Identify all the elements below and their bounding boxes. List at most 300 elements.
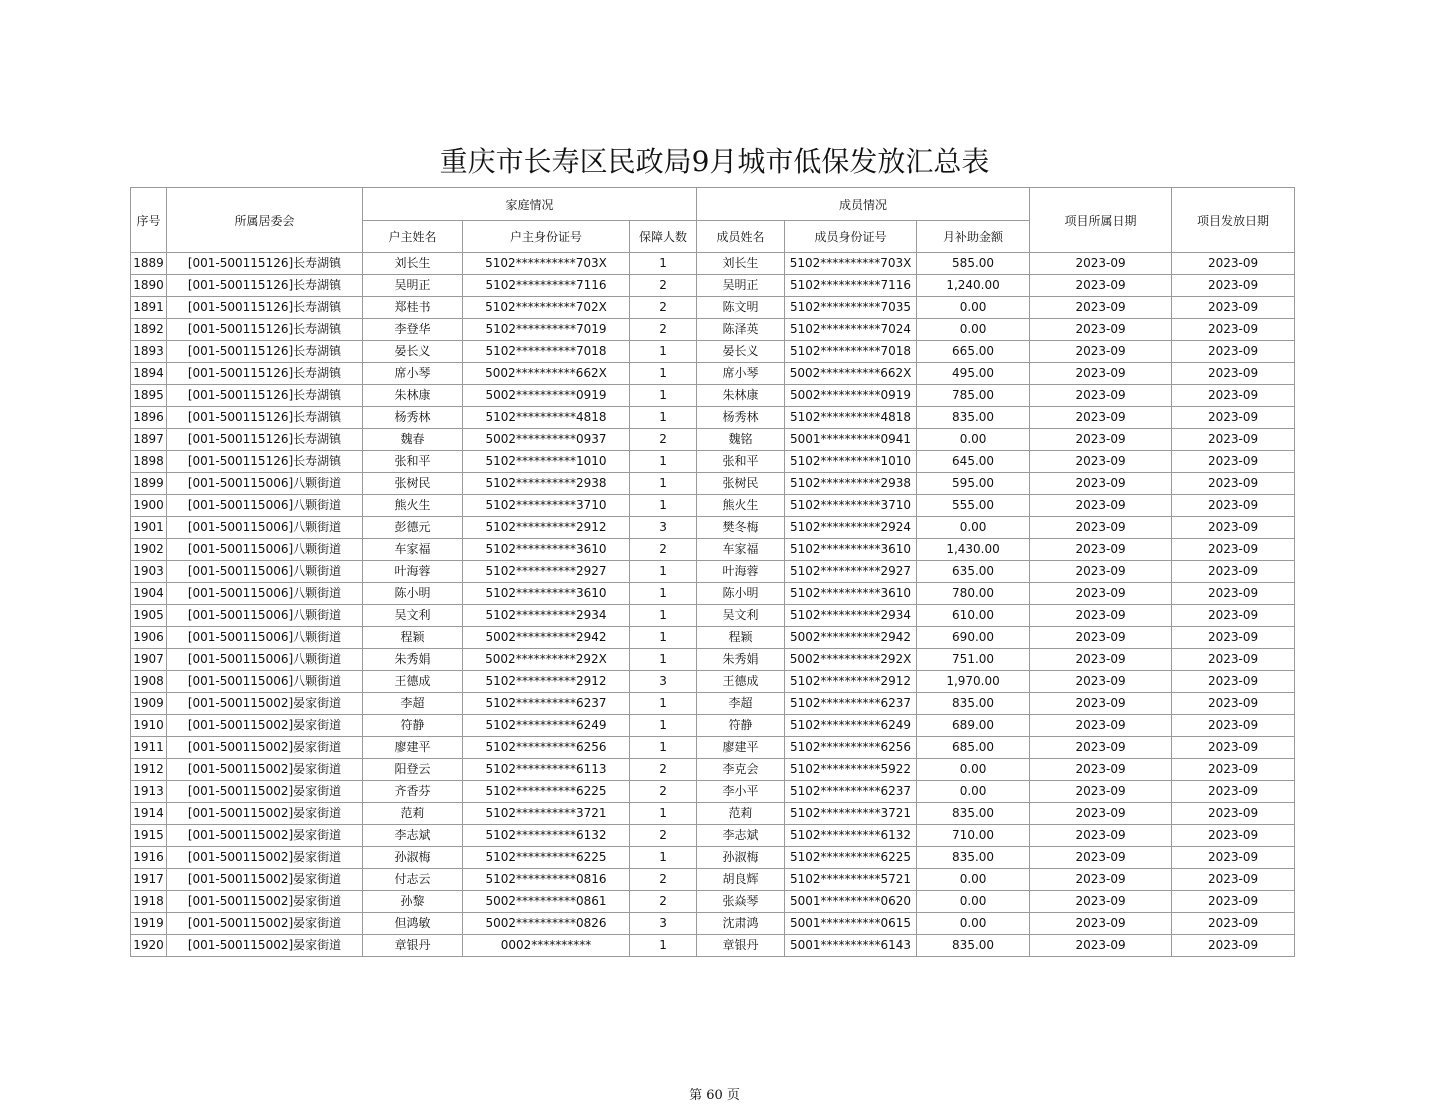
cell-project-date: 2023-09: [1030, 913, 1172, 935]
cell-amount: 0.00: [917, 429, 1030, 451]
table-row: [131, 935, 1295, 957]
cell-issue-date: 2023-09: [1172, 715, 1295, 737]
cell-committee: [001-500115006]八颗街道: [167, 583, 363, 605]
cell-committee: [001-500115006]八颗街道: [167, 539, 363, 561]
cell-seq: 1900: [131, 495, 167, 517]
cell-head-id: 5002**********0861: [463, 891, 630, 913]
cell-committee: [001-500115006]八颗街道: [167, 517, 363, 539]
cell-member-name: 范莉: [697, 803, 785, 825]
cell-head-name: 孙淑梅: [363, 847, 463, 869]
cell-head-name: 朱林康: [363, 385, 463, 407]
cell-member-id: 5102**********4818: [785, 407, 917, 429]
cell-member-name: 陈文明: [697, 297, 785, 319]
cell-project-date: 2023-09: [1030, 781, 1172, 803]
cell-member-name: 晏长义: [697, 341, 785, 363]
cell-amount: 0.00: [917, 297, 1030, 319]
cell-issue-date: 2023-09: [1172, 583, 1295, 605]
table-row: [131, 561, 1295, 583]
cell-project-date: 2023-09: [1030, 297, 1172, 319]
cell-project-date: 2023-09: [1030, 605, 1172, 627]
cell-head-id: 5002**********0937: [463, 429, 630, 451]
cell-member-id: 5102**********2934: [785, 605, 917, 627]
cell-issue-date: 2023-09: [1172, 341, 1295, 363]
cell-member-name: 杨秀林: [697, 407, 785, 429]
cell-head-id: 5102**********3721: [463, 803, 630, 825]
cell-seq: 1896: [131, 407, 167, 429]
cell-count: 1: [630, 935, 697, 957]
cell-head-name: 吴文利: [363, 605, 463, 627]
cell-amount: 0.00: [917, 319, 1030, 341]
table-row: [131, 737, 1295, 759]
cell-count: 1: [630, 715, 697, 737]
cell-member-name: 吴明正: [697, 275, 785, 297]
cell-head-name: 彭德元: [363, 517, 463, 539]
cell-count: 1: [630, 341, 697, 363]
cell-issue-date: 2023-09: [1172, 759, 1295, 781]
cell-amount: 689.00: [917, 715, 1030, 737]
cell-count: 2: [630, 319, 697, 341]
cell-amount: 0.00: [917, 759, 1030, 781]
cell-issue-date: 2023-09: [1172, 781, 1295, 803]
cell-member-name: 章银丹: [697, 935, 785, 957]
cell-member-id: 5102**********3610: [785, 583, 917, 605]
cell-project-date: 2023-09: [1030, 429, 1172, 451]
cell-issue-date: 2023-09: [1172, 913, 1295, 935]
cell-head-id: 5102**********7019: [463, 319, 630, 341]
cell-project-date: 2023-09: [1030, 737, 1172, 759]
table-row: [131, 605, 1295, 627]
cell-head-id: 5102**********6256: [463, 737, 630, 759]
cell-member-id: 5102**********6237: [785, 693, 917, 715]
cell-head-id: 5102**********6237: [463, 693, 630, 715]
cell-member-id: 5102**********5922: [785, 759, 917, 781]
table-row: [131, 759, 1295, 781]
header-family-group: 家庭情况: [363, 188, 697, 221]
cell-count: 2: [630, 297, 697, 319]
cell-project-date: 2023-09: [1030, 451, 1172, 473]
cell-head-id: 5002**********0826: [463, 913, 630, 935]
cell-member-name: 胡良辉: [697, 869, 785, 891]
cell-count: 1: [630, 737, 697, 759]
cell-member-id: 5002**********0919: [785, 385, 917, 407]
cell-project-date: 2023-09: [1030, 319, 1172, 341]
cell-member-name: 符静: [697, 715, 785, 737]
cell-head-name: 朱秀娟: [363, 649, 463, 671]
cell-head-id: 5102**********2927: [463, 561, 630, 583]
cell-member-id: 5102**********7024: [785, 319, 917, 341]
cell-committee: [001-500115006]八颗街道: [167, 605, 363, 627]
cell-member-name: 张和平: [697, 451, 785, 473]
cell-issue-date: 2023-09: [1172, 869, 1295, 891]
cell-issue-date: 2023-09: [1172, 935, 1295, 957]
cell-head-id: 5002**********0919: [463, 385, 630, 407]
cell-issue-date: 2023-09: [1172, 429, 1295, 451]
cell-seq: 1918: [131, 891, 167, 913]
cell-member-id: 5001**********0615: [785, 913, 917, 935]
cell-count: 3: [630, 913, 697, 935]
cell-member-id: 5102**********703X: [785, 253, 917, 275]
cell-seq: 1907: [131, 649, 167, 671]
table-row: [131, 803, 1295, 825]
cell-issue-date: 2023-09: [1172, 495, 1295, 517]
cell-count: 2: [630, 825, 697, 847]
cell-seq: 1897: [131, 429, 167, 451]
cell-amount: 0.00: [917, 517, 1030, 539]
table-row: [131, 671, 1295, 693]
cell-head-name: 席小琴: [363, 363, 463, 385]
cell-issue-date: 2023-09: [1172, 737, 1295, 759]
cell-member-name: 朱林康: [697, 385, 785, 407]
cell-seq: 1889: [131, 253, 167, 275]
cell-committee: [001-500115002]晏家街道: [167, 847, 363, 869]
cell-member-name: 张焱琴: [697, 891, 785, 913]
cell-member-id: 5102**********1010: [785, 451, 917, 473]
cell-head-id: 5102**********2912: [463, 671, 630, 693]
cell-member-id: 5001**********0620: [785, 891, 917, 913]
cell-seq: 1916: [131, 847, 167, 869]
cell-head-id: 5102**********3610: [463, 539, 630, 561]
cell-project-date: 2023-09: [1030, 275, 1172, 297]
cell-head-id: 5102**********6249: [463, 715, 630, 737]
cell-seq: 1910: [131, 715, 167, 737]
table-row: [131, 913, 1295, 935]
page-number: 第 60 页: [689, 1088, 740, 1103]
cell-count: 2: [630, 429, 697, 451]
cell-count: 1: [630, 385, 697, 407]
table-row: [131, 627, 1295, 649]
cell-project-date: 2023-09: [1030, 671, 1172, 693]
cell-amount: 835.00: [917, 803, 1030, 825]
table-row: [131, 253, 1295, 275]
cell-head-name: 魏春: [363, 429, 463, 451]
cell-head-id: 5002**********2942: [463, 627, 630, 649]
cell-head-id: 5102**********2938: [463, 473, 630, 495]
cell-member-id: 5102**********2912: [785, 671, 917, 693]
cell-amount: 835.00: [917, 693, 1030, 715]
cell-project-date: 2023-09: [1030, 891, 1172, 913]
cell-member-name: 孙淑梅: [697, 847, 785, 869]
cell-member-name: 樊冬梅: [697, 517, 785, 539]
cell-count: 2: [630, 891, 697, 913]
cell-member-id: 5002**********662X: [785, 363, 917, 385]
cell-member-name: 车家福: [697, 539, 785, 561]
table-row: [131, 693, 1295, 715]
header-issue-date: 项目发放日期: [1172, 188, 1295, 253]
cell-member-name: 李超: [697, 693, 785, 715]
cell-head-name: 廖建平: [363, 737, 463, 759]
cell-amount: 645.00: [917, 451, 1030, 473]
cell-committee: [001-500115002]晏家街道: [167, 803, 363, 825]
cell-amount: 0.00: [917, 913, 1030, 935]
cell-head-id: 5102**********6132: [463, 825, 630, 847]
cell-seq: 1906: [131, 627, 167, 649]
cell-committee: [001-500115126]长寿湖镇: [167, 451, 363, 473]
cell-issue-date: 2023-09: [1172, 891, 1295, 913]
cell-seq: 1891: [131, 297, 167, 319]
header-member-group: 成员情况: [697, 188, 1030, 221]
cell-committee: [001-500115126]长寿湖镇: [167, 385, 363, 407]
cell-count: 2: [630, 781, 697, 803]
header-count: 保障人数: [630, 221, 697, 253]
cell-project-date: 2023-09: [1030, 517, 1172, 539]
cell-count: 1: [630, 473, 697, 495]
cell-head-id: 5102**********2934: [463, 605, 630, 627]
table-row: [131, 847, 1295, 869]
cell-committee: [001-500115002]晏家街道: [167, 715, 363, 737]
cell-seq: 1905: [131, 605, 167, 627]
cell-seq: 1903: [131, 561, 167, 583]
cell-count: 1: [630, 693, 697, 715]
cell-committee: [001-500115002]晏家街道: [167, 935, 363, 957]
cell-head-name: 齐香芬: [363, 781, 463, 803]
cell-project-date: 2023-09: [1030, 847, 1172, 869]
cell-amount: 835.00: [917, 935, 1030, 957]
cell-head-id: 5102**********703X: [463, 253, 630, 275]
cell-member-id: 5102**********6237: [785, 781, 917, 803]
cell-member-name: 熊火生: [697, 495, 785, 517]
cell-head-name: 熊火生: [363, 495, 463, 517]
cell-member-id: 5102**********7116: [785, 275, 917, 297]
cell-committee: [001-500115126]长寿湖镇: [167, 319, 363, 341]
table-row: [131, 495, 1295, 517]
cell-seq: 1901: [131, 517, 167, 539]
cell-seq: 1914: [131, 803, 167, 825]
cell-head-id: 5102**********2912: [463, 517, 630, 539]
cell-committee: [001-500115126]长寿湖镇: [167, 253, 363, 275]
cell-project-date: 2023-09: [1030, 869, 1172, 891]
table-row: [131, 451, 1295, 473]
cell-head-name: 叶海蓉: [363, 561, 463, 583]
cell-amount: 610.00: [917, 605, 1030, 627]
cell-head-name: 符静: [363, 715, 463, 737]
cell-committee: [001-500115006]八颗街道: [167, 671, 363, 693]
cell-member-name: 廖建平: [697, 737, 785, 759]
cell-project-date: 2023-09: [1030, 649, 1172, 671]
cell-committee: [001-500115006]八颗街道: [167, 495, 363, 517]
cell-seq: 1909: [131, 693, 167, 715]
cell-issue-date: 2023-09: [1172, 561, 1295, 583]
cell-member-id: 5102**********7035: [785, 297, 917, 319]
cell-head-name: 王德成: [363, 671, 463, 693]
cell-head-name: 张和平: [363, 451, 463, 473]
cell-project-date: 2023-09: [1030, 253, 1172, 275]
cell-amount: 751.00: [917, 649, 1030, 671]
cell-head-name: 吴明正: [363, 275, 463, 297]
cell-head-id: 0002**********: [463, 935, 630, 957]
cell-seq: 1890: [131, 275, 167, 297]
cell-member-name: 张树民: [697, 473, 785, 495]
cell-count: 1: [630, 649, 697, 671]
cell-seq: 1892: [131, 319, 167, 341]
cell-project-date: 2023-09: [1030, 561, 1172, 583]
cell-seq: 1904: [131, 583, 167, 605]
cell-member-id: 5102**********2924: [785, 517, 917, 539]
cell-seq: 1895: [131, 385, 167, 407]
cell-head-id: 5102**********6113: [463, 759, 630, 781]
cell-issue-date: 2023-09: [1172, 803, 1295, 825]
table-row: [131, 715, 1295, 737]
header-member-id: 成员身份证号: [785, 221, 917, 253]
cell-committee: [001-500115126]长寿湖镇: [167, 341, 363, 363]
table-row: [131, 473, 1295, 495]
cell-count: 3: [630, 517, 697, 539]
cell-amount: 0.00: [917, 891, 1030, 913]
cell-head-name: 但鸿敏: [363, 913, 463, 935]
cell-head-name: 李志斌: [363, 825, 463, 847]
cell-project-date: 2023-09: [1030, 759, 1172, 781]
cell-head-name: 孙黎: [363, 891, 463, 913]
header-amount: 月补助金额: [917, 221, 1030, 253]
cell-count: 1: [630, 561, 697, 583]
table-body: [131, 253, 1295, 957]
cell-count: 1: [630, 605, 697, 627]
cell-head-name: 程颖: [363, 627, 463, 649]
cell-amount: 1,970.00: [917, 671, 1030, 693]
cell-member-id: 5102**********3721: [785, 803, 917, 825]
cell-amount: 585.00: [917, 253, 1030, 275]
table-row: [131, 539, 1295, 561]
cell-count: 1: [630, 363, 697, 385]
cell-member-id: 5102**********3710: [785, 495, 917, 517]
cell-project-date: 2023-09: [1030, 341, 1172, 363]
cell-issue-date: 2023-09: [1172, 539, 1295, 561]
cell-committee: [001-500115126]长寿湖镇: [167, 297, 363, 319]
cell-seq: 1919: [131, 913, 167, 935]
cell-committee: [001-500115002]晏家街道: [167, 737, 363, 759]
table-row: [131, 825, 1295, 847]
cell-member-name: 沈肃鸿: [697, 913, 785, 935]
cell-head-name: 李超: [363, 693, 463, 715]
header-seq: 序号: [131, 188, 167, 253]
cell-project-date: 2023-09: [1030, 803, 1172, 825]
cell-member-name: 陈小明: [697, 583, 785, 605]
table-row: [131, 517, 1295, 539]
cell-seq: 1920: [131, 935, 167, 957]
cell-project-date: 2023-09: [1030, 473, 1172, 495]
cell-committee: [001-500115002]晏家街道: [167, 913, 363, 935]
cell-amount: 0.00: [917, 781, 1030, 803]
cell-issue-date: 2023-09: [1172, 363, 1295, 385]
cell-head-name: 郑桂书: [363, 297, 463, 319]
cell-seq: 1898: [131, 451, 167, 473]
cell-project-date: 2023-09: [1030, 539, 1172, 561]
cell-head-id: 5102**********4818: [463, 407, 630, 429]
cell-head-name: 晏长义: [363, 341, 463, 363]
cell-member-id: 5001**********0941: [785, 429, 917, 451]
cell-project-date: 2023-09: [1030, 627, 1172, 649]
cell-amount: 690.00: [917, 627, 1030, 649]
cell-member-name: 王德成: [697, 671, 785, 693]
cell-head-name: 章银丹: [363, 935, 463, 957]
cell-member-id: 5102**********5721: [785, 869, 917, 891]
cell-project-date: 2023-09: [1030, 715, 1172, 737]
cell-committee: [001-500115002]晏家街道: [167, 869, 363, 891]
cell-head-id: 5102**********6225: [463, 847, 630, 869]
cell-count: 1: [630, 253, 697, 275]
cell-project-date: 2023-09: [1030, 583, 1172, 605]
cell-amount: 780.00: [917, 583, 1030, 605]
cell-issue-date: 2023-09: [1172, 627, 1295, 649]
cell-committee: [001-500115126]长寿湖镇: [167, 407, 363, 429]
cell-member-name: 魏铭: [697, 429, 785, 451]
cell-project-date: 2023-09: [1030, 693, 1172, 715]
cell-issue-date: 2023-09: [1172, 319, 1295, 341]
cell-committee: [001-500115002]晏家街道: [167, 693, 363, 715]
cell-committee: [001-500115006]八颗街道: [167, 473, 363, 495]
cell-member-name: 程颖: [697, 627, 785, 649]
cell-member-id: 5102**********2927: [785, 561, 917, 583]
cell-issue-date: 2023-09: [1172, 407, 1295, 429]
cell-seq: 1913: [131, 781, 167, 803]
cell-head-id: 5102**********3610: [463, 583, 630, 605]
cell-member-id: 5102**********6256: [785, 737, 917, 759]
cell-count: 1: [630, 407, 697, 429]
cell-head-name: 范莉: [363, 803, 463, 825]
cell-member-id: 5102**********7018: [785, 341, 917, 363]
cell-member-id: 5002**********2942: [785, 627, 917, 649]
header-member-name: 成员姓名: [697, 221, 785, 253]
cell-head-id: 5102**********7018: [463, 341, 630, 363]
cell-committee: [001-500115006]八颗街道: [167, 649, 363, 671]
cell-head-name: 陈小明: [363, 583, 463, 605]
cell-amount: 835.00: [917, 407, 1030, 429]
table-row: [131, 649, 1295, 671]
cell-committee: [001-500115006]八颗街道: [167, 627, 363, 649]
cell-seq: 1917: [131, 869, 167, 891]
cell-member-name: 朱秀娟: [697, 649, 785, 671]
cell-count: 3: [630, 671, 697, 693]
cell-member-id: 5102**********6249: [785, 715, 917, 737]
cell-issue-date: 2023-09: [1172, 693, 1295, 715]
cell-count: 2: [630, 275, 697, 297]
table-row: [131, 319, 1295, 341]
cell-amount: 665.00: [917, 341, 1030, 363]
cell-head-name: 张树民: [363, 473, 463, 495]
cell-head-id: 5102**********1010: [463, 451, 630, 473]
table-row: [131, 583, 1295, 605]
cell-count: 2: [630, 539, 697, 561]
cell-member-id: 5102**********2938: [785, 473, 917, 495]
cell-count: 1: [630, 451, 697, 473]
cell-amount: 685.00: [917, 737, 1030, 759]
cell-issue-date: 2023-09: [1172, 385, 1295, 407]
cell-issue-date: 2023-09: [1172, 847, 1295, 869]
cell-member-name: 李志斌: [697, 825, 785, 847]
cell-member-name: 李小平: [697, 781, 785, 803]
cell-head-name: 阳登云: [363, 759, 463, 781]
cell-amount: 1,240.00: [917, 275, 1030, 297]
cell-amount: 555.00: [917, 495, 1030, 517]
cell-member-id: 5102**********6132: [785, 825, 917, 847]
cell-issue-date: 2023-09: [1172, 825, 1295, 847]
table-row: [131, 891, 1295, 913]
cell-seq: 1915: [131, 825, 167, 847]
header-head-name: 户主姓名: [363, 221, 463, 253]
cell-count: 2: [630, 759, 697, 781]
header-committee: 所属居委会: [167, 188, 363, 253]
cell-project-date: 2023-09: [1030, 825, 1172, 847]
cell-member-name: 叶海蓉: [697, 561, 785, 583]
cell-committee: [001-500115002]晏家街道: [167, 891, 363, 913]
cell-head-name: 杨秀林: [363, 407, 463, 429]
cell-head-name: 付志云: [363, 869, 463, 891]
cell-member-name: 吴文利: [697, 605, 785, 627]
cell-issue-date: 2023-09: [1172, 473, 1295, 495]
table-row: [131, 385, 1295, 407]
header-head-id: 户主身份证号: [463, 221, 630, 253]
cell-amount: 785.00: [917, 385, 1030, 407]
cell-project-date: 2023-09: [1030, 935, 1172, 957]
